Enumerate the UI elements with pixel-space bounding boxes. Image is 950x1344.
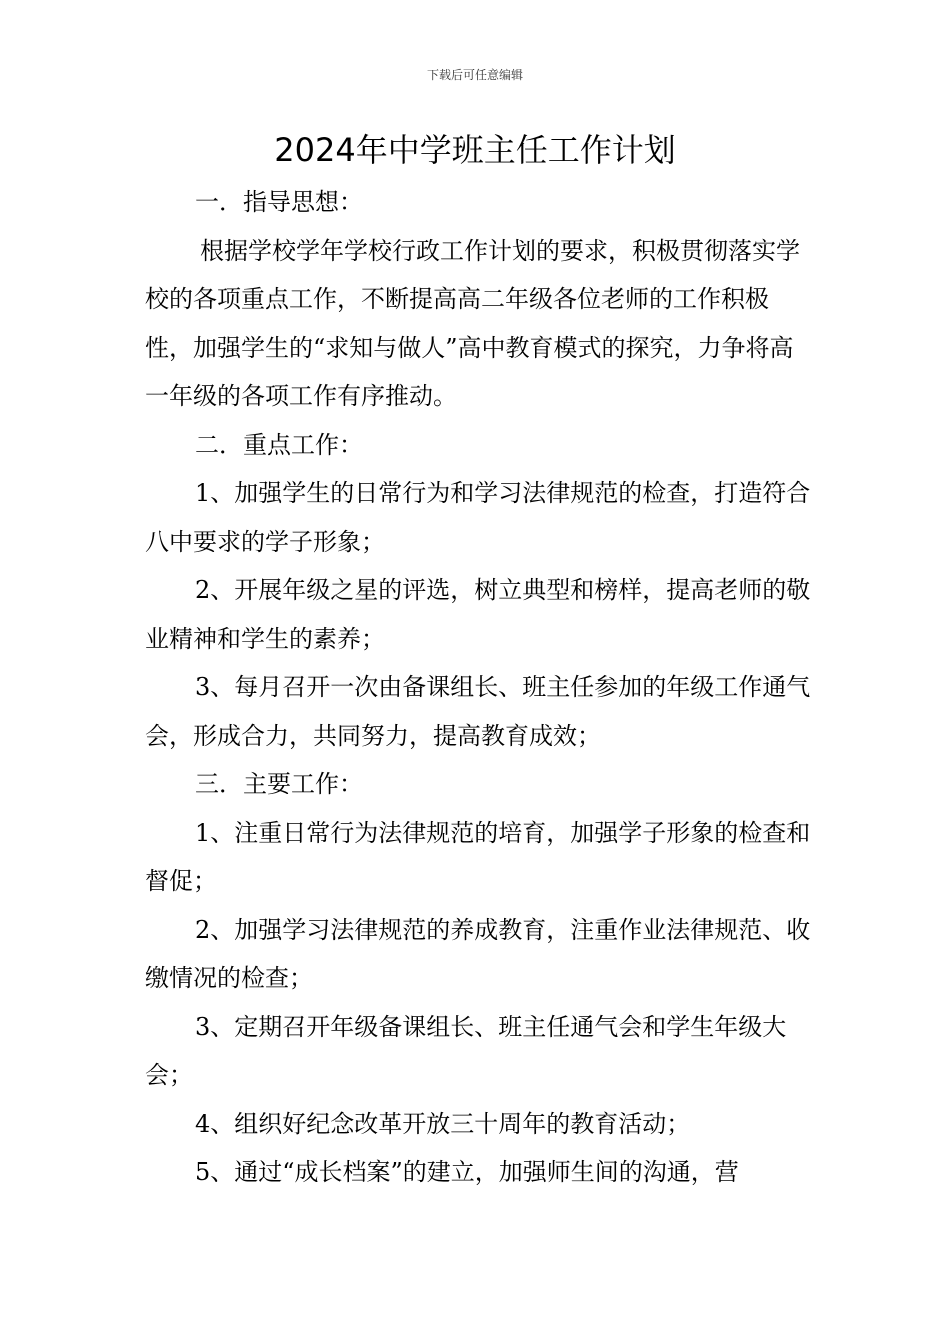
- list-item: 4、组织好纪念改革开放三十周年的教育活动；: [195, 1109, 691, 1138]
- section-heading-1: 一．指导思想：: [195, 188, 363, 216]
- paragraph-guiding-thought: 根据学校学年学校行政工作计划的要求，积极贯彻落实学校的各项重点工作，不断提高高二年级各位老师的工作积极性，加强学生的“求知与做人”高中教育模式的探究，力争将高一年级的各项工作有序推动。: [145, 236, 800, 410]
- list-item: 1、注重日常行为法律规范的培育，加强学子形象的检查和督促；: [145, 818, 811, 895]
- list-item: 1、加强学生的日常行为和学习法律规范的检查，打造符合八中要求的学子形象；: [145, 479, 811, 556]
- section-heading-3: 三．主要工作：: [195, 770, 363, 798]
- list-item: 2、加强学习法律规范的养成教育，注重作业法律规范、收缴情况的检查；: [145, 915, 811, 992]
- list-item: 5、通过“成长档案”的建立，加强师生间的沟通，营: [195, 1158, 739, 1186]
- document-title: 2024年中学班主任工作计划: [274, 131, 676, 169]
- list-item: 3、定期召开年级备课组长、班主任通气会和学生年级大会；: [145, 1012, 787, 1089]
- list-item: 2、开展年级之星的评选，树立典型和榜样，提高老师的敬业精神和学生的素养；: [145, 576, 811, 653]
- document-body: [145, 178, 815, 1197]
- section-heading-2: 二．重点工作：: [195, 430, 363, 459]
- page-header: 下载后可任意编辑: [426, 68, 523, 82]
- list-item: 3、每月召开一次由备课组长、班主任参加的年级工作通气会，形成合力，共同努力，提高教育成效；: [145, 673, 811, 750]
